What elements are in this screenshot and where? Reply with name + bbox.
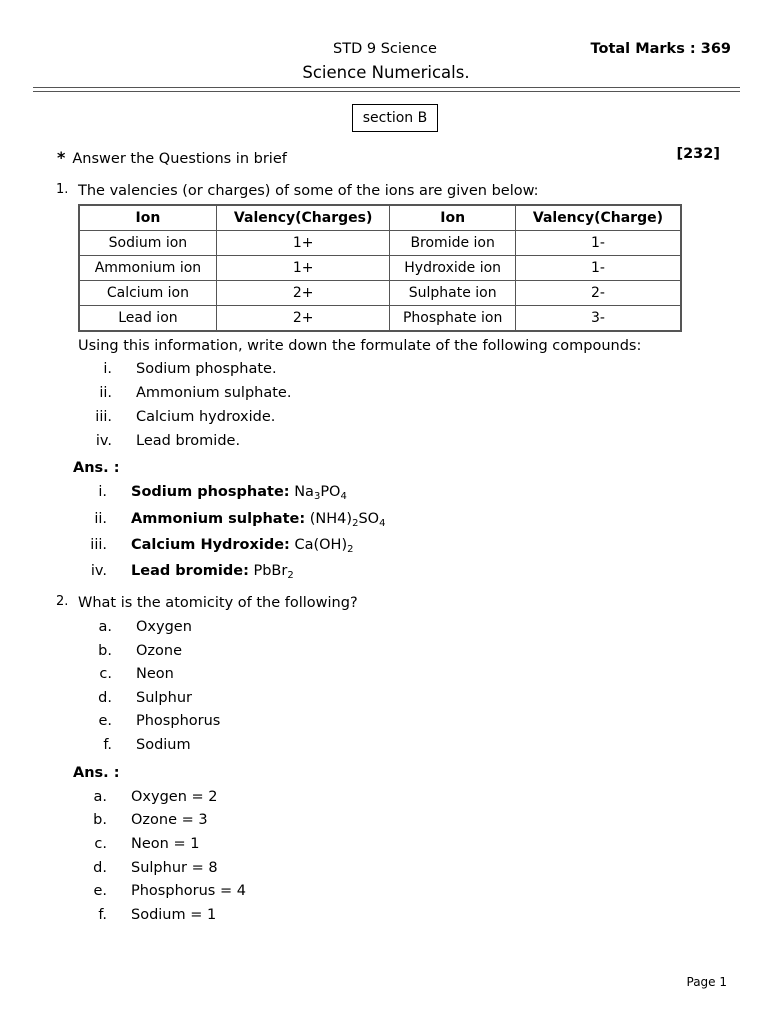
table-row [79,256,681,281]
table-cell: Phosphate ion [390,306,515,332]
list-marker: a. [98,619,112,635]
list-item-text: Sodium phosphate. [136,361,277,377]
table-header-cell: Ion [79,205,216,231]
list-marker: iii. [95,409,112,425]
valency-table [78,204,682,332]
table-cell: Ammonium ion [79,256,216,281]
star-icon: * [57,148,66,167]
question-2-text: What is the atomicity of the following? [78,595,358,611]
list-marker: e. [93,883,107,899]
formula-text: Na [294,484,314,500]
header-rule-top [33,87,740,88]
table-cell: 1- [515,256,681,281]
page-number: Page 1 [686,975,727,989]
list-marker: ii. [99,385,112,401]
answer-name: Calcium Hydroxide: [131,537,290,553]
list-marker: d. [93,860,107,876]
table-cell: Sulphate ion [390,281,515,306]
list-marker: a. [93,789,107,805]
table-row [79,306,681,332]
table-cell: 2+ [216,306,390,332]
answer-text: Sulphur = 8 [131,860,218,876]
table-header-cell: Valency(Charges) [216,205,390,231]
table-cell: 2+ [216,281,390,306]
table-cell: Bromide ion [390,231,515,256]
page-title: Science Numericals. [302,63,470,82]
list-marker: e. [98,713,112,729]
answer-text: Phosphorus = 4 [131,883,246,899]
section-label: section B [352,104,438,132]
answer-name: Ammonium sulphate: [131,511,306,527]
table-row [79,231,681,256]
formula-subscript: 2 [287,570,294,581]
table-cell: Sodium ion [79,231,216,256]
formula-subscript: 2 [347,544,354,555]
list-item-text: Phosphorus [136,713,221,729]
chemical-formula [294,537,353,553]
list-marker: ii. [94,511,107,527]
formula-subscript: 4 [340,491,347,502]
list-marker: d. [98,690,112,706]
question-2-number: 2. [56,594,69,609]
chemical-formula [310,511,386,527]
list-item-text: Sodium [136,737,191,753]
list-item-text: Ammonium sulphate. [136,385,292,401]
chemical-formula [294,484,347,500]
answer-name: Lead bromide: [131,563,249,579]
table-cell: 2- [515,281,681,306]
list-item-text: Neon [136,666,174,682]
list-marker: f. [103,737,112,753]
list-marker: c. [99,666,112,682]
question-1-number: 1. [56,182,69,197]
formula-subscript: 3 [313,491,321,502]
list-item-text: Sulphur [136,690,192,706]
list-marker: b. [98,643,112,659]
list-item-text: Calcium hydroxide. [136,409,276,425]
answer-name: Sodium phosphate: [131,484,290,500]
instruction-marks: [232] [676,146,720,162]
formula-text: PbBr [253,563,288,579]
list-marker: c. [94,836,107,852]
instruction [57,148,287,167]
list-item-text: Oxygen [136,619,192,635]
list-marker: iv. [90,563,107,579]
instruction-text: Answer the Questions in brief [72,151,287,167]
formula-text: (NH4) [309,511,353,527]
list-marker: b. [93,812,107,828]
list-marker: iv. [95,433,112,449]
chemical-formula [253,563,293,579]
list-marker: i. [98,484,107,500]
table-row [79,281,681,306]
table-header-cell: Valency(Charge) [515,205,681,231]
table-cell: Hydroxide ion [390,256,515,281]
table-cell: 1- [515,231,681,256]
answer-text: Ozone = 3 [131,812,208,828]
list-item-text: Lead bromide. [136,433,241,449]
formula-subscript: 4 [379,518,386,529]
table-cell: 1+ [216,231,390,256]
subject-label: STD 9 Science [333,41,437,57]
question-1-instruction: Using this information, write down the formulate of the following compounds: [78,338,642,354]
formula-subscript: 2 [352,518,359,529]
formula-text: SO [358,511,380,527]
table-header-cell: Ion [390,205,515,231]
answer-label: Ans. : [73,460,120,476]
table-cell: Lead ion [79,306,216,332]
list-marker: i. [103,361,112,377]
table-cell: 1+ [216,256,390,281]
answer-text: Sodium = 1 [131,907,217,923]
answer-text: Neon = 1 [131,836,200,852]
list-marker: f. [98,907,107,923]
question-1-text: The valencies (or charges) of some of the ions are given below: [78,183,539,199]
header-rule-bottom [33,91,740,92]
answer-label: Ans. : [73,765,120,781]
table-header-row [79,205,681,231]
table-cell: 3- [515,306,681,332]
list-item-text: Ozone [136,643,183,659]
formula-text: Ca(OH) [294,537,348,553]
total-marks: Total Marks : 369 [590,41,731,57]
formula-text: PO [320,484,341,500]
list-marker: iii. [90,537,107,553]
answer-text: Oxygen = 2 [131,789,218,805]
table-cell: Calcium ion [79,281,216,306]
